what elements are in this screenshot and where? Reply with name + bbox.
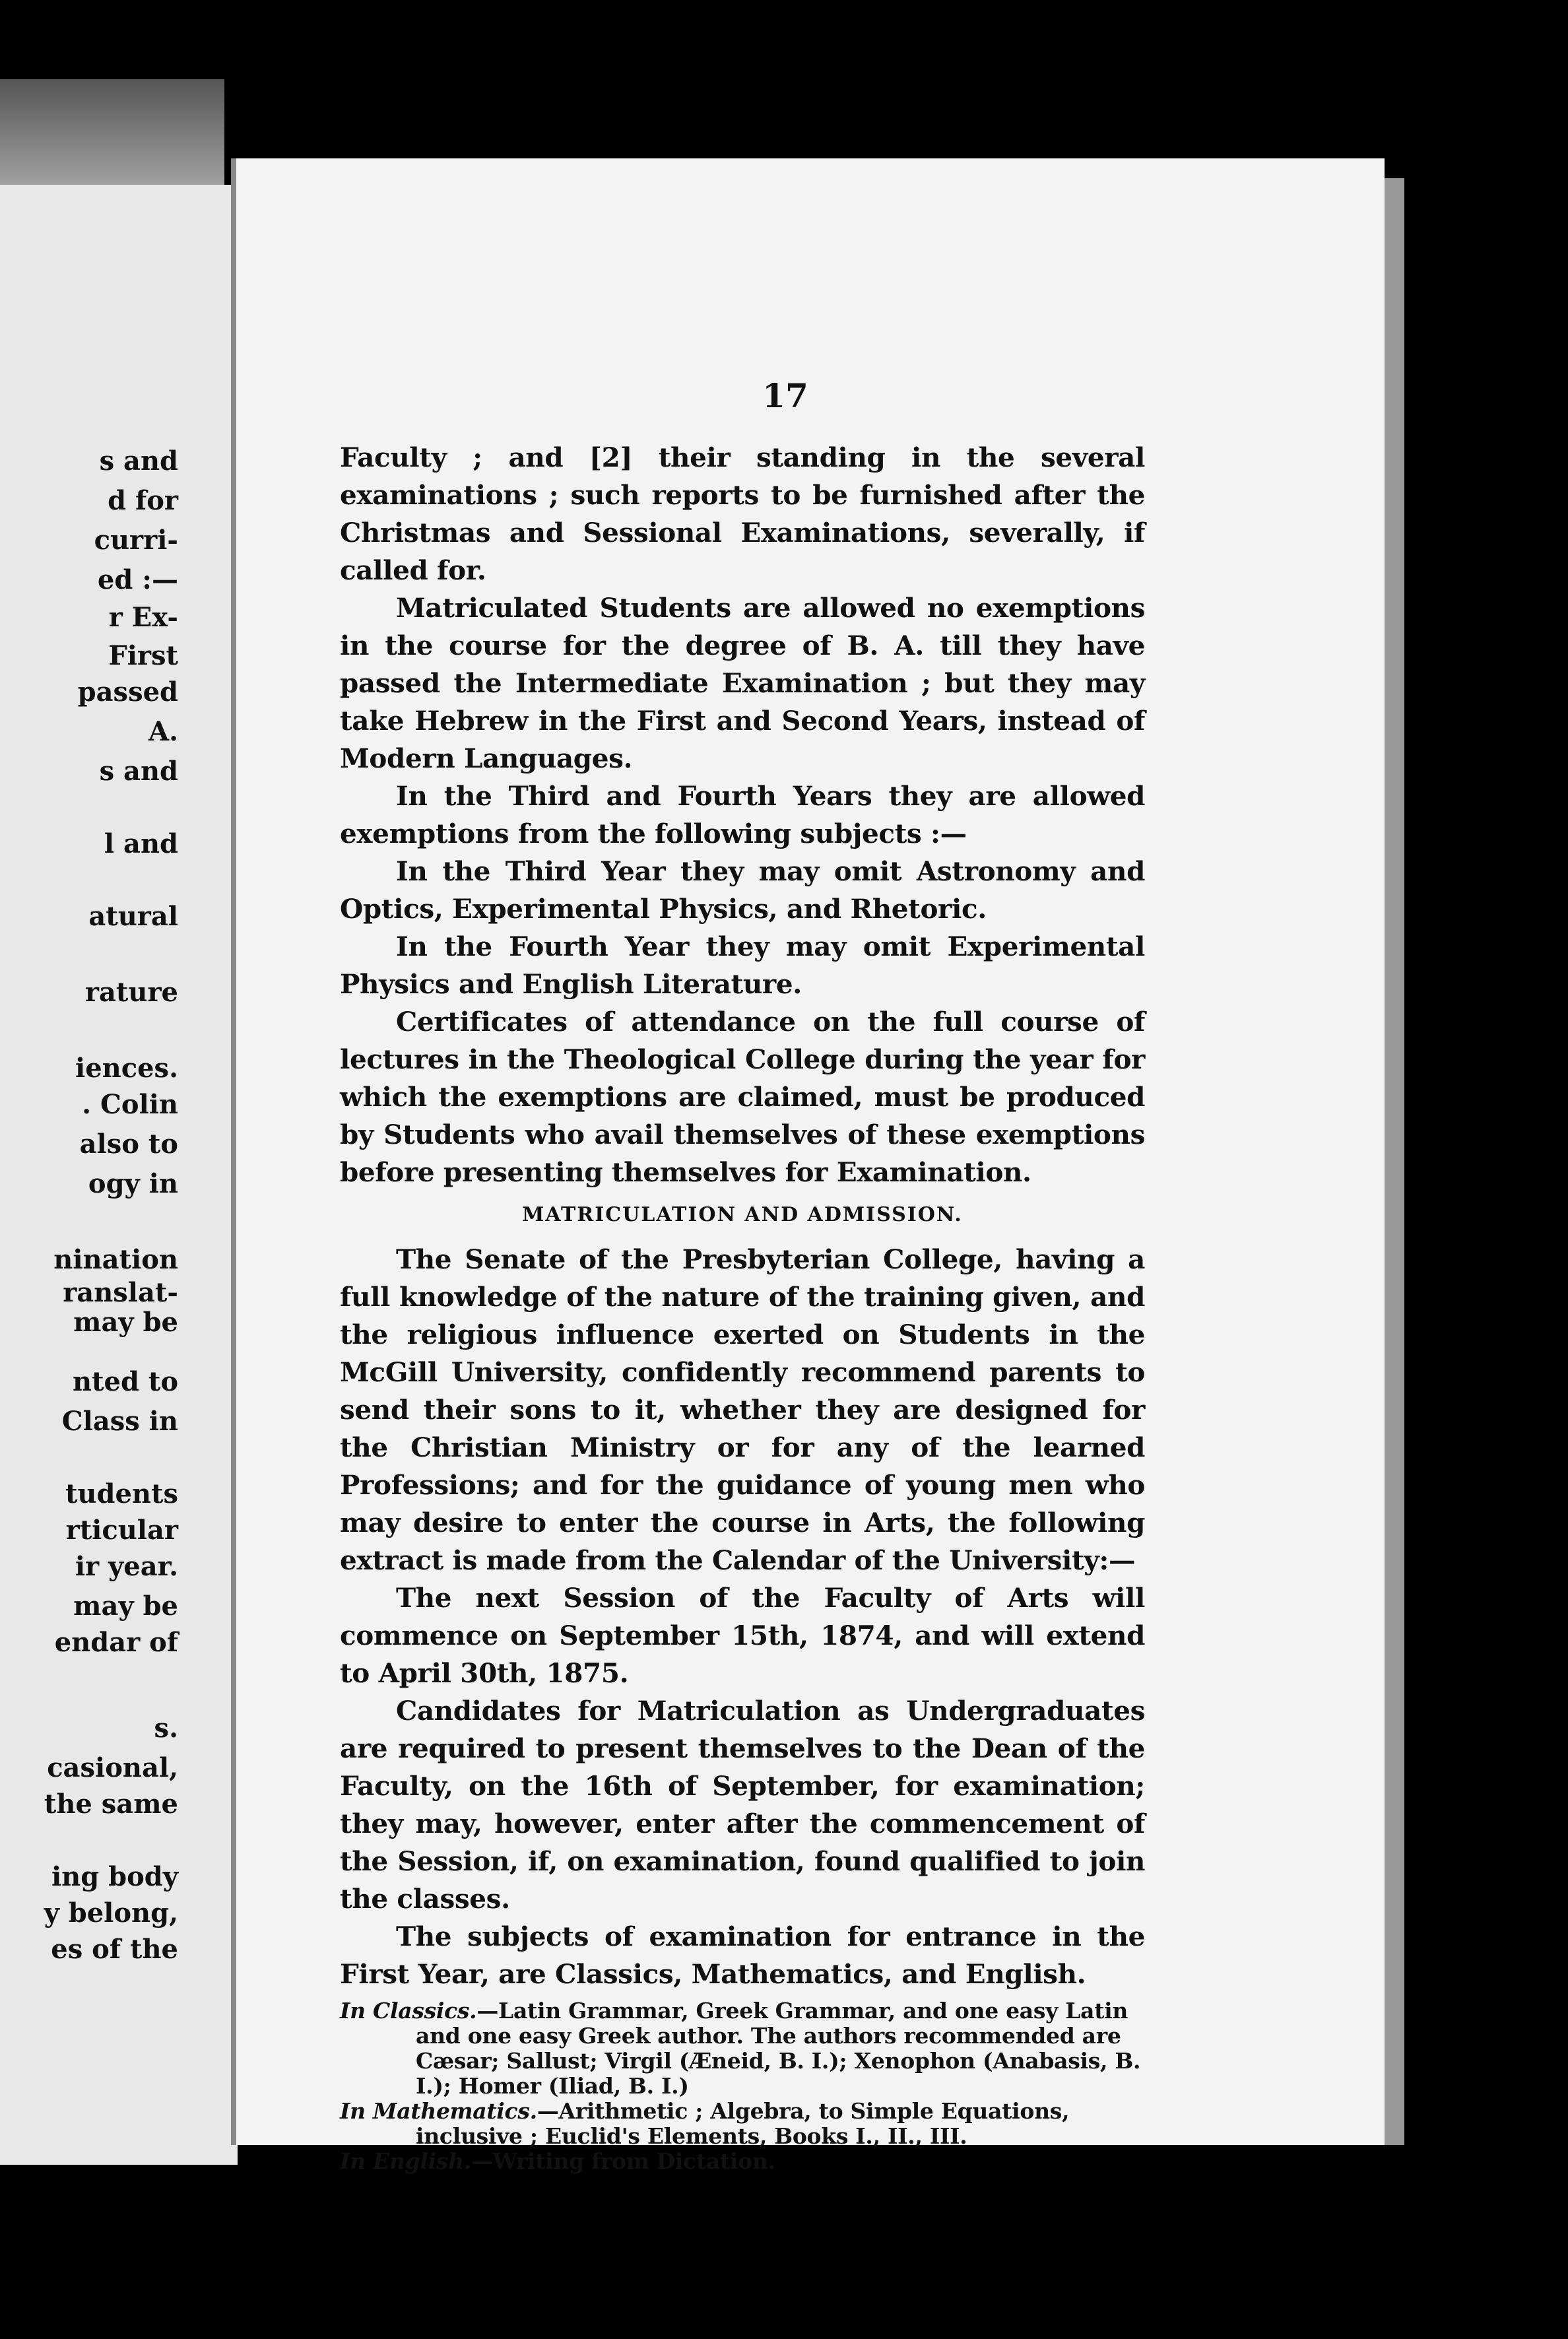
left-page-text-fragment: Class in (61, 1406, 178, 1437)
exam-subjects (340, 1998, 1145, 2174)
left-page-text-fragment: ranslat- (63, 1277, 178, 1308)
page-number-container (231, 376, 1379, 415)
left-page-fragment (0, 185, 238, 2165)
page-number: 17 (762, 376, 808, 415)
left-page-text-fragment: s. (154, 1713, 178, 1744)
left-page-text-fragment: r Ex- (108, 602, 178, 633)
paragraph: The next Session of the Faculty of Arts will commence on September 15th, 1874, and will extend to April 30th, 1875. (340, 1582, 1145, 1689)
left-page-text-fragment: y belong, (44, 1897, 178, 1928)
left-page-text-fragment: l and (104, 828, 178, 859)
scan-edge (0, 79, 224, 198)
left-page-text-fragment: may be (73, 1591, 178, 1622)
left-page-text-fragment: First (108, 640, 178, 671)
paragraph: Certificates of attendance on the full course of lectures in the Theological College during the year for which the exemptions are claimed, must be produced by Students who avail themselves of these exemptions before presenting themselves for Examination. (340, 1006, 1145, 1188)
left-page-text-fragment: endar of (54, 1627, 178, 1658)
subject-text: —Arithmetic ; Algebra, to Simple Equations, inclusive ; Euclid's Elements, Books I., II., III. (416, 2098, 1070, 2149)
left-page-text-fragment: nination (53, 1244, 178, 1275)
left-page-text-fragment: curri- (94, 525, 178, 556)
subject-label: In Classics. (340, 1998, 477, 2024)
left-page-text-fragment: rticular (65, 1515, 178, 1546)
section-heading: MATRICULATION AND ADMISSION. (522, 1203, 963, 1226)
left-page-text-fragment: s and (99, 756, 178, 787)
paragraph: The subjects of examination for entrance in the First Year, are Classics, Mathematics, and English. (340, 1921, 1145, 1990)
left-page-text-fragment: ir year. (75, 1551, 178, 1582)
left-page-text-fragment: s and (99, 445, 178, 477)
left-page-text-fragment: A. (148, 716, 178, 747)
left-page-text-fragment: casional, (47, 1752, 178, 1783)
paragraph: In the Third and Fourth Years they are allowed exemptions from the following subjects :— (340, 780, 1145, 849)
left-page-text-fragment: ed :— (97, 564, 178, 595)
left-page-text-fragment: passed (77, 676, 178, 708)
left-page-text-fragment: d for (108, 485, 178, 516)
paragraph: Faculty ; and [2] their standing in the several examinations ; such reports to be furnished after the Christmas and Sessional Examinations, severally, if called for. (340, 442, 1145, 586)
left-page-text-fragment: the same (44, 1789, 178, 1820)
left-page-text-fragment: also to (79, 1129, 178, 1160)
exam-subject-mathematics (340, 2099, 1145, 2149)
left-page-text-fragment: tudents (65, 1478, 178, 1509)
left-page-text-fragment: . Colin (82, 1089, 178, 1120)
left-page-text-fragment: rature (84, 977, 178, 1008)
exam-subject-classics (340, 1998, 1145, 2099)
left-page-text-fragment: may be (73, 1307, 178, 1338)
subject-label: In English. (340, 2148, 471, 2174)
left-page-text-fragment: ogy in (88, 1168, 178, 1199)
subject-text: —Writing from Dictation. (471, 2148, 775, 2174)
left-page-text-fragment: es of the (51, 1934, 178, 1965)
paragraph: In the Third Year they may omit Astronomy and Optics, Experimental Physics, and Rhetoric. (340, 855, 1145, 925)
paragraph: Candidates for Matriculation as Undergraduates are required to present themselves to the Dean of the Faculty, on the 16th of September, for examination; they may, however, enter after the commencement of the Session, if, on examination, found qualified to join the classes. (340, 1695, 1145, 1915)
subject-text: —Latin Grammar, Greek Grammar, and one easy Latin and one easy Greek author. The authors recommended are Cæsar; Sallust; Virgil (Æneid, B. I.); Xenophon (Anabasis, B. I.); Homer (Iliad, B. I.) (416, 1998, 1141, 2099)
left-page-text-fragment: atural (88, 901, 178, 932)
exam-subject-english (340, 2149, 1145, 2174)
subject-label: In Mathematics. (340, 2098, 537, 2124)
page-text (340, 439, 1145, 2174)
paragraph: In the Fourth Year they may omit Experimental Physics and English Literature. (340, 931, 1145, 1000)
left-page-text-fragment: ing body (51, 1861, 178, 1892)
left-page-text-fragment: iences. (75, 1053, 178, 1084)
paragraph: Matriculated Students are allowed no exemptions in the course for the degree of B. A. till they have passed the Intermediate Examination ; but they may take Hebrew in the First and Second Years, instead of Modern Languages. (340, 592, 1145, 774)
paragraph: The Senate of the Presbyterian College, having a full knowledge of the nature of the training given, and the religious influence exerted on Students in the McGill University, confidently recommend parents to send their sons to it, whether they are designed for the Christian Ministry or for any of the learned Professions; and for the guidance of young men who may desire to enter the course in Arts, the following extract is made from the Calendar of the University:— (340, 1243, 1145, 1576)
left-page-text-fragment: nted to (72, 1366, 178, 1397)
